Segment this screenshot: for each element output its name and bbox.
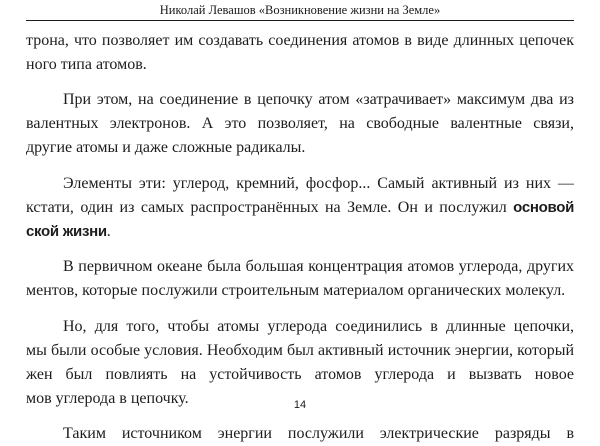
text-line: мов углерода в цепочку. xyxy=(26,389,189,407)
paragraph xyxy=(26,422,574,446)
text-line: трона, что позволяет им создавать соединения атомов в виде длинных цепочек xyxy=(26,32,574,49)
paragraph xyxy=(26,88,574,160)
text-line: Но, для того, чтобы атомы углерода соединились в длинные цепочки, xyxy=(63,317,574,335)
text-line xyxy=(26,196,574,220)
page-number: 14 xyxy=(293,399,307,411)
header-divider xyxy=(26,20,574,21)
text-line: ментов, которые послужили строительным материалом органических молекул. xyxy=(26,282,566,300)
paragraph xyxy=(26,315,574,411)
text-line: валентных электронов. А это позволяет, на свободные валентные связи, xyxy=(26,115,574,133)
text-line: жен был повлиять на устойчивость атомов углерода и вызвать новое xyxy=(26,365,574,383)
paragraph xyxy=(26,172,574,244)
text-line: ного типа атомов. xyxy=(26,56,147,73)
bold-term-organic-basis: основой xyxy=(513,198,574,216)
text-line xyxy=(26,220,574,244)
text-run: кстати, один из самых распространённых на Земле. Он и послужил xyxy=(26,198,514,216)
text-line: мы были особые условия. Необходим был активный источник энергии, который xyxy=(26,341,574,359)
paragraph xyxy=(26,255,574,303)
text-line: Таким источником энергии послужили электрические разряды в xyxy=(63,424,574,442)
text-run: Элементы эти: углерод, кремний, фосфор... Самый активный из них — xyxy=(63,174,574,192)
text-run: . xyxy=(106,222,111,240)
text-line: При этом, на соединение в цепочку атом «затрачивает» максимум два из xyxy=(63,91,574,109)
bold-term-organic-life: ской жизни xyxy=(26,222,107,240)
text-line: другие атомы и даже сложные радикалы. xyxy=(26,139,306,157)
page-body xyxy=(26,29,574,446)
text-line: В первичном океане была большая концентрация атомов углерода, других xyxy=(63,258,574,276)
running-header: Николай Левашов «Возникновение жизни на Земле» xyxy=(159,3,441,17)
paragraph xyxy=(26,29,574,77)
text-line xyxy=(26,172,574,196)
